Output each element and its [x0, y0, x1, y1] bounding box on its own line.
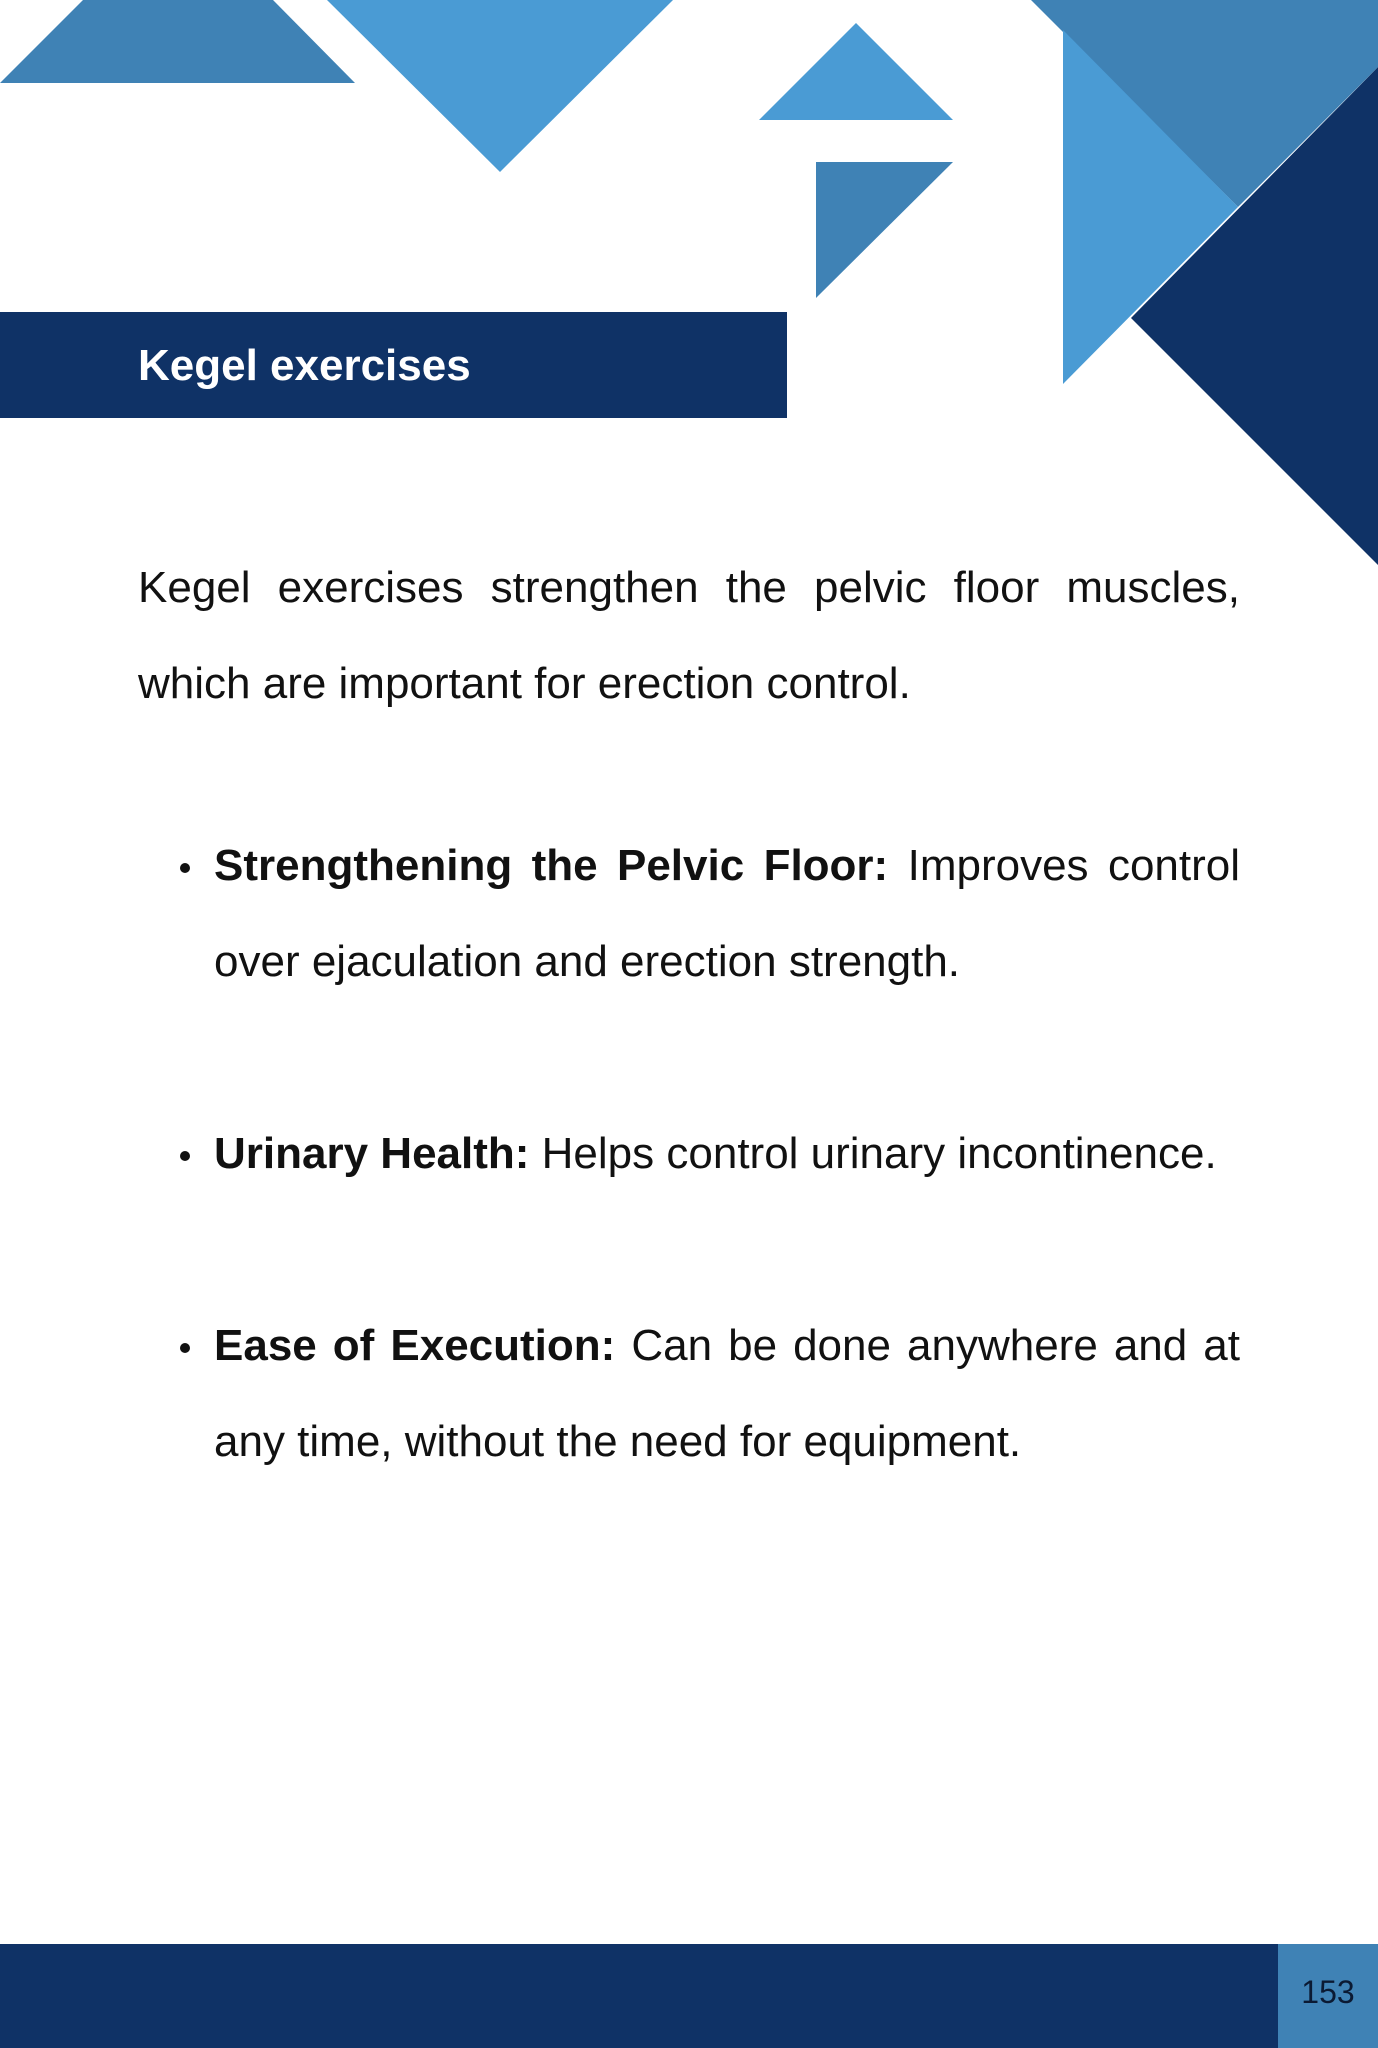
triangle-small-right: [816, 162, 953, 298]
bullet-term: Strengthening the Pelvic Floor:: [214, 841, 889, 890]
page-number-box: [1278, 1944, 1378, 2048]
page-number: 153: [1301, 1974, 1355, 2010]
list-item: [138, 1298, 1240, 1490]
list-item: [138, 818, 1240, 1010]
title-banner: [0, 312, 787, 418]
benefits-list: [138, 818, 1240, 1490]
bullet-text: Helps control urinary incontinence.: [541, 1129, 1217, 1178]
triangle-top-center: [327, 0, 673, 172]
triangle-top-left: [0, 0, 355, 83]
bullet-text: Can be done anywhere and at any time, without the need for equipment.: [214, 1321, 1240, 1466]
bullet-text: Improves control over ejaculation and erection strength.: [214, 841, 1241, 986]
list-item: [138, 1106, 1240, 1202]
bullet-dot-icon: [180, 1151, 190, 1161]
bullet-term: Ease of Execution:: [214, 1321, 616, 1370]
triangle-small-up: [759, 23, 953, 120]
bullet-term: Urinary Health:: [214, 1129, 530, 1178]
page-title: Kegel exercises: [138, 341, 471, 390]
bullet-dot-icon: [180, 863, 190, 873]
footer-bar: [0, 1944, 1378, 2048]
main-content: [138, 540, 1240, 1586]
bullet-dot-icon: [180, 1343, 190, 1353]
intro-paragraph: Kegel exercises strengthen the pelvic floor muscles, which are important for erection control.: [138, 563, 1240, 708]
